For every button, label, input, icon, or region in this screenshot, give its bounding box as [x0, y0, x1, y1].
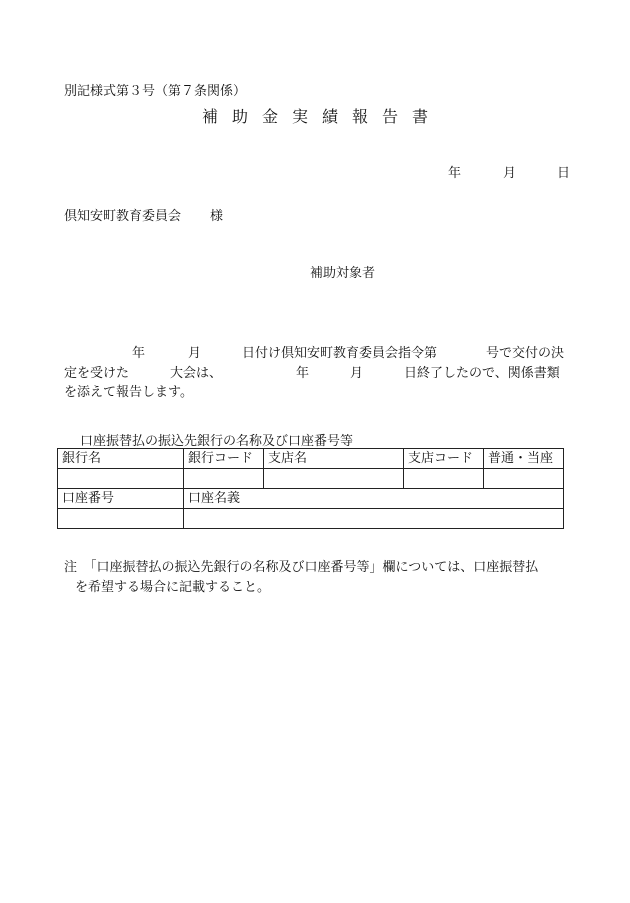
body-line1-year: 年 — [132, 346, 146, 361]
date-month-label: 月 — [503, 166, 517, 181]
date-day-label: 日 — [557, 166, 571, 181]
bank-code-cell[interactable] — [184, 469, 264, 489]
note-line2: を希望する場合に記載すること。 — [75, 580, 271, 595]
account-number-cell[interactable] — [58, 509, 184, 529]
addressee-name: 倶知安町教育委員会 — [64, 209, 182, 224]
bank-name-header: 銀行名 — [58, 449, 184, 469]
body-line1-month: 月 — [188, 346, 202, 361]
account-holder-cell[interactable] — [184, 509, 564, 529]
body-line2-text-b: 大会は、 — [170, 366, 223, 381]
branch-code-header: 支店コード — [404, 449, 484, 469]
branch-name-header: 支店名 — [264, 449, 404, 469]
bank-header-row — [58, 449, 564, 469]
form-label: 別記様式第３号（第７条関係） — [64, 84, 247, 99]
account-header-row — [58, 489, 564, 509]
body-line2-year: 年 — [296, 366, 310, 381]
body-line2-month: 月 — [350, 366, 364, 381]
branch-code-cell[interactable] — [404, 469, 484, 489]
account-type-cell[interactable] — [484, 469, 564, 489]
account-number-header: 口座番号 — [58, 489, 184, 509]
body-line2-text-c: 日終了したので、関係書類 — [404, 366, 560, 381]
body-line1-text: 日付け倶知安町教育委員会指令第 — [242, 346, 438, 361]
note-line1: 注 「口座振替払の振込先銀行の名称及び口座番号等」欄については、口座振替払 — [64, 560, 539, 575]
applicant-label: 補助対象者 — [310, 266, 376, 281]
bank-account-table — [57, 448, 564, 529]
body-line2-text-a: 定を受けた — [64, 366, 130, 381]
account-type-header: 普通・当座 — [484, 449, 564, 469]
document-title: 補助金実績報告書 — [201, 107, 442, 126]
branch-name-cell[interactable] — [264, 469, 404, 489]
bank-name-cell[interactable] — [58, 469, 184, 489]
body-line3: を添えて報告します。 — [64, 385, 193, 400]
date-year-label: 年 — [448, 166, 462, 181]
account-holder-header: 口座名義 — [184, 489, 564, 509]
body-line1-number-suffix: 号で交付の決 — [486, 346, 565, 361]
bank-input-row — [58, 469, 564, 489]
bank-code-header: 銀行コード — [184, 449, 264, 469]
bank-section-heading: 口座振替払の振込先銀行の名称及び口座番号等 — [80, 434, 354, 449]
account-input-row — [58, 509, 564, 529]
addressee-honorific: 様 — [210, 209, 224, 224]
